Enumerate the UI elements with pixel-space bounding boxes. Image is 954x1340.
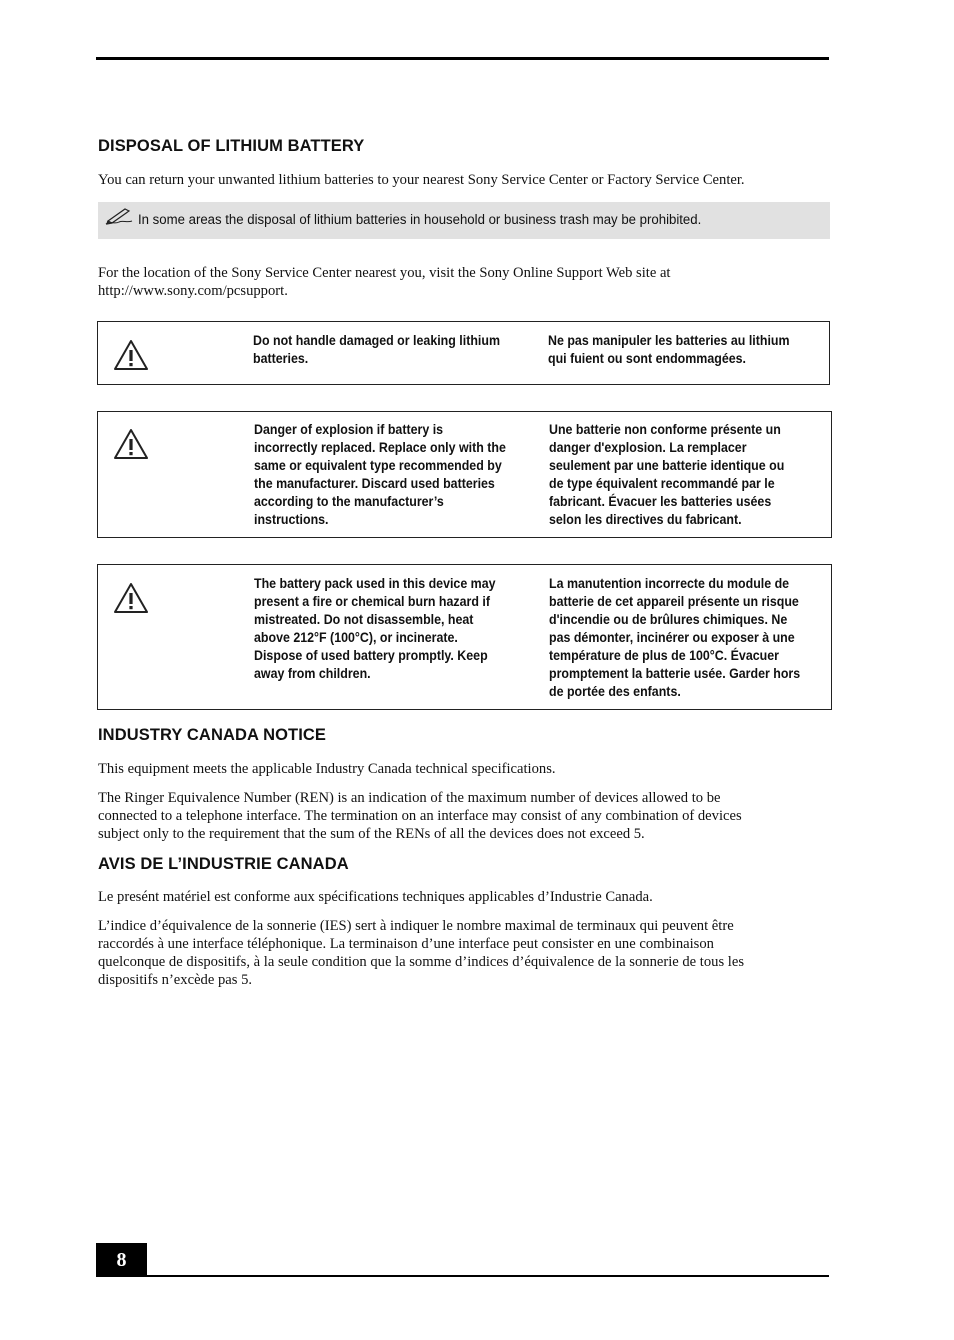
warning-triangle-icon xyxy=(113,339,149,371)
industry-canada-paragraph-1: This equipment meets the applicable Industry Canada technical specifications. xyxy=(98,761,556,777)
note-box xyxy=(98,202,830,239)
warning-2-english: Danger of explosion if battery is incorrectly replaced. Replace only with the same or equivalent type recommended by the manufacturer. Discard used batteries according to the manufacturer’s instructions. xyxy=(254,422,506,527)
section-heading-avis: AVIS DE L’INDUSTRIE CANADA xyxy=(98,855,349,873)
support-url-link[interactable]: http://www.sony.com/pcsupport. xyxy=(98,283,288,299)
service-center-line-1: For the location of the Sony Service Center nearest you, visit the Sony Online Support Web site at xyxy=(98,265,671,281)
header-rule xyxy=(96,57,829,60)
section-heading-lithium: DISPOSAL OF LITHIUM BATTERY xyxy=(98,137,365,155)
avis-paragraph-2: L’indice d’équivalence de la sonnerie (IES) sert à indiquer le nombre maximal de terminaux qui peuvent être raccordés à une interface téléphonique. La terminaison d’une interface peut consister en une combinaison quelconque de dispositifs, à la seule condition que la somme d’indices d’équivalence de la sonnerie de tous les dispositifs n’excède pas 5. xyxy=(98,918,744,988)
warning-triangle-icon xyxy=(113,582,149,614)
warning-box-3 xyxy=(97,564,832,710)
warning-box-2 xyxy=(97,411,832,538)
page-number: 8 xyxy=(96,1243,147,1277)
warning-2-french: Une batterie non conforme présente un danger d'explosion. La remplacer seulement par une batterie identique ou de type équivalent recommandé par le fabricant. Évacuer les batteries usées selon les directives du fabricant. xyxy=(549,422,785,527)
note-text: In some areas the disposal of lithium batteries in household or business trash may be prohibited. xyxy=(138,212,702,228)
section-heading-industry-canada: INDUSTRY CANADA NOTICE xyxy=(98,726,327,744)
footer-rule xyxy=(96,1275,829,1277)
warning-box-1 xyxy=(97,321,830,385)
service-center-paragraph xyxy=(98,264,818,300)
warning-1-french: Ne pas manipuler les batteries au lithium qui fuient ou sont endommagées. xyxy=(548,333,790,366)
warning-1-english: Do not handle damaged or leaking lithium batteries. xyxy=(253,333,500,366)
pen-note-icon xyxy=(105,205,133,225)
industry-canada-paragraph-2: The Ringer Equivalence Number (REN) is an indication of the maximum number of devices allowed to be connected to a telephone interface. The termination on an interface may consist of any combination of devices subject only to the requirement that the sum of the RENs of all the devices does not exceed 5. xyxy=(98,790,742,842)
lithium-return-paragraph: You can return your unwanted lithium batteries to your nearest Sony Service Center or Factory Service Center. xyxy=(98,172,745,188)
warning-3-french: La manutention incorrecte du module de batterie de cet appareil présente un risque d'incendie ou de brûlures chimiques. Ne pas démonter, incinérer ou exposer à une température de plus de 100°C. Évacuer promptement la batterie usée. Garder hors de portée des enfants. xyxy=(549,576,801,699)
avis-paragraph-1: Le presént matériel est conforme aux spécifications techniques applicables d’Industrie Canada. xyxy=(98,889,653,905)
warning-3-english: The battery pack used in this device may present a fire or chemical burn hazard if mistreated. Do not disassemble, heat above 212°F (100°C), or incinerate. Dispose of used battery promptly. Keep away from children. xyxy=(254,576,496,681)
warning-triangle-icon xyxy=(113,428,149,460)
